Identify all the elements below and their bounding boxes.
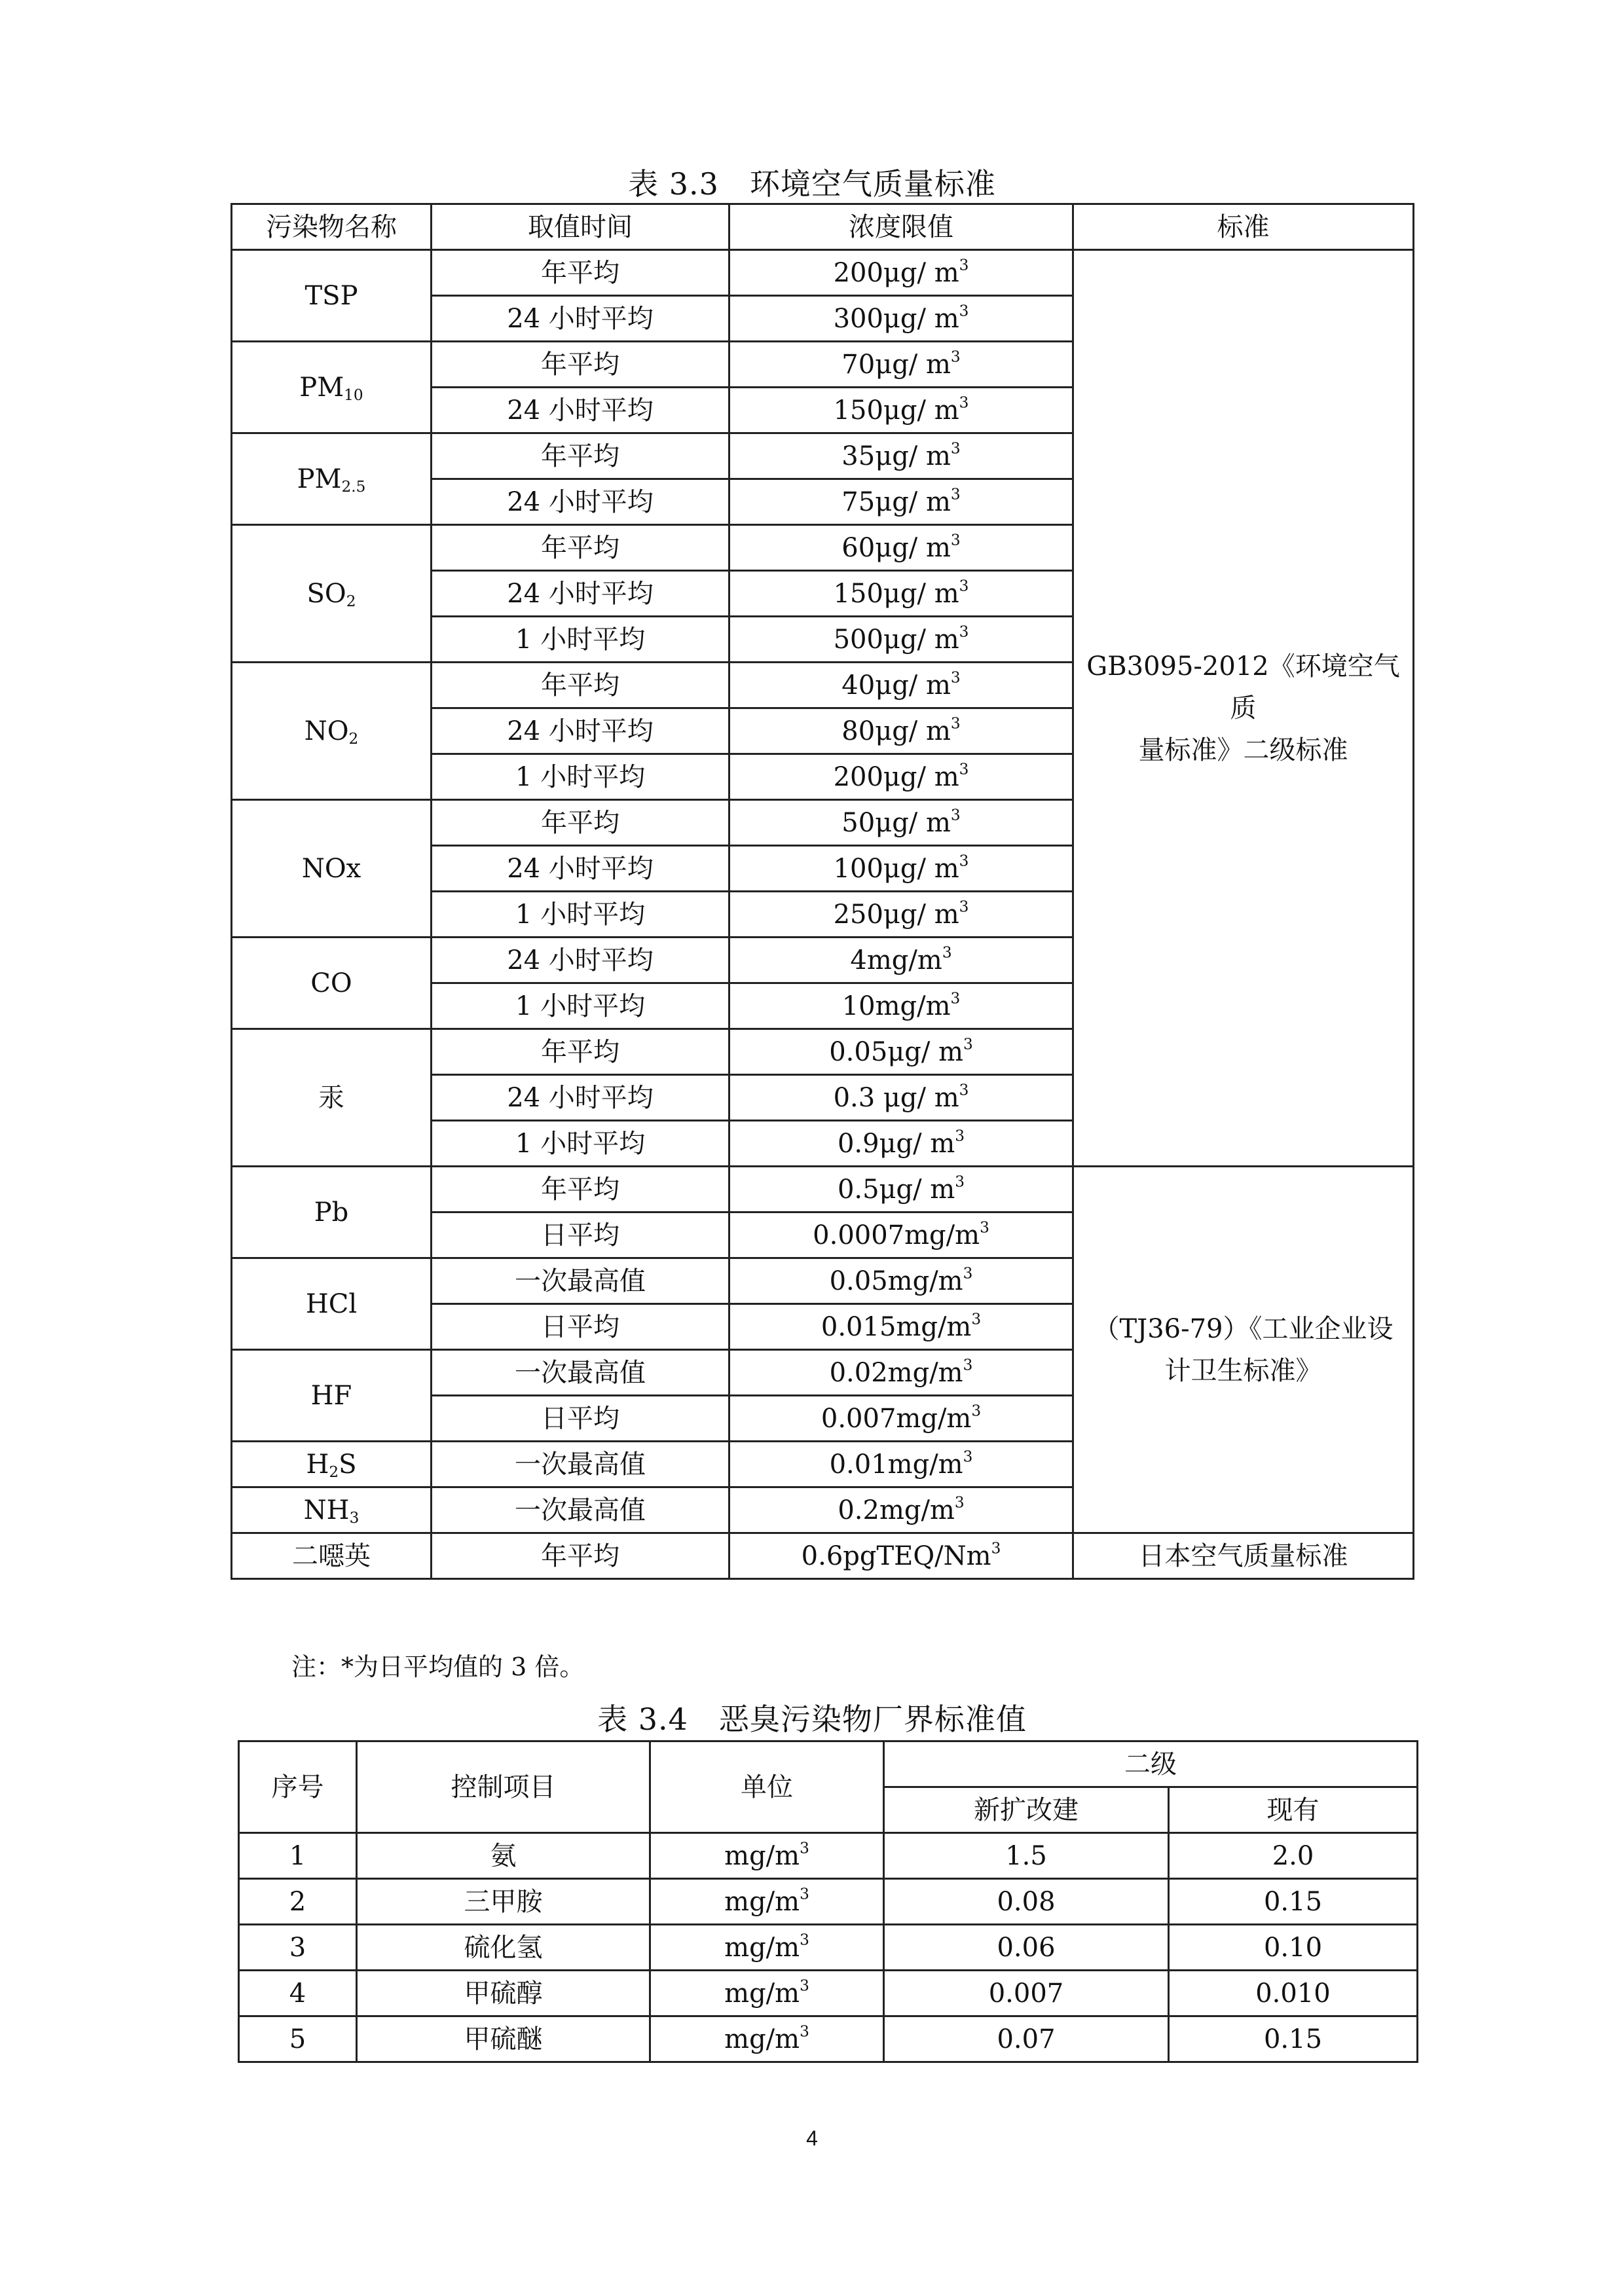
sampling-time: 年平均 xyxy=(432,1029,729,1075)
unit-exponent: 3 xyxy=(800,1931,809,1949)
control-item: 氨 xyxy=(357,1833,650,1879)
sampling-time: 1 小时平均 xyxy=(432,983,729,1029)
concentration-limit xyxy=(729,388,1073,433)
limit-value: 0.6pgTEQ/Nm xyxy=(801,1540,991,1571)
concentration-limit xyxy=(729,1487,1073,1533)
pollutant-label: HCl xyxy=(305,1288,358,1319)
concentration-limit xyxy=(729,708,1073,754)
concentration-limit xyxy=(729,1075,1073,1121)
unit-base: mg/m xyxy=(724,1886,800,1917)
limit-value: 250μg/ m xyxy=(833,899,959,930)
unit-exponent: 3 xyxy=(963,1264,973,1283)
unit-exponent: 3 xyxy=(955,1173,965,1191)
unit-exponent: 3 xyxy=(963,1035,973,1053)
pollutant-label: CO xyxy=(310,968,352,998)
unit-exponent: 3 xyxy=(963,1448,973,1466)
unit-exponent: 3 xyxy=(950,485,961,503)
header-cell: 单位 xyxy=(650,1741,884,1833)
concentration-limit xyxy=(729,754,1073,800)
sampling-time: 一次最高值 xyxy=(432,1350,729,1396)
control-item: 三甲胺 xyxy=(357,1879,650,1925)
sampling-time: 24 小时平均 xyxy=(432,296,729,342)
control-item: 硫化氢 xyxy=(357,1925,650,1971)
pollutant-name xyxy=(232,342,432,433)
concentration-limit xyxy=(729,800,1073,846)
pollutant-name xyxy=(232,525,432,663)
page-number: 4 xyxy=(806,2126,818,2150)
limit-value: 0.0007mg/m xyxy=(813,1220,980,1250)
pollutant-label: NH xyxy=(303,1495,350,1525)
pollutant-name xyxy=(232,1258,432,1350)
pollutant-name xyxy=(232,1533,432,1579)
new-expansion-value: 0.06 xyxy=(884,1925,1169,1971)
sampling-time: 1 小时平均 xyxy=(432,1121,729,1167)
header-cell: 二级 xyxy=(884,1741,1418,1787)
unit-exponent: 3 xyxy=(959,852,969,870)
sampling-time: 24 小时平均 xyxy=(432,846,729,892)
table-row xyxy=(239,2016,1418,2062)
standard-line: GB3095-2012《环境空气质 xyxy=(1086,651,1400,723)
table-3-3-caption: 表 3.3 环境空气质量标准 xyxy=(628,166,996,202)
pollutant-subscript: 2 xyxy=(346,592,356,610)
pollutant-label: NOx xyxy=(301,853,361,884)
concentration-limit xyxy=(729,571,1073,617)
concentration-limit xyxy=(729,525,1073,571)
header-cell: 新扩改建 xyxy=(884,1787,1169,1833)
standard-line: （TJ36-79）《工业企业设 xyxy=(1093,1313,1393,1344)
pollutant-label: SO xyxy=(306,578,346,609)
limit-value: 40μg/ m xyxy=(841,670,951,701)
sampling-time: 一次最高值 xyxy=(432,1258,729,1304)
unit-exponent: 3 xyxy=(955,1127,965,1145)
unit-cell xyxy=(650,1971,884,2016)
sampling-time: 1 小时平均 xyxy=(432,617,729,663)
row-number: 2 xyxy=(239,1879,357,1925)
pollutant-label: TSP xyxy=(304,280,358,311)
unit-cell xyxy=(650,1833,884,1879)
sampling-time: 24 小时平均 xyxy=(432,388,729,433)
pollutant-subscript: 10 xyxy=(344,386,363,404)
limit-value: 0.5μg/ m xyxy=(837,1174,955,1205)
pollutant-label: NO xyxy=(304,716,349,746)
limit-value: 0.02mg/m xyxy=(829,1357,963,1388)
existing-value: 0.15 xyxy=(1169,2016,1418,2062)
sampling-time: 年平均 xyxy=(432,525,729,571)
unit-exponent: 3 xyxy=(959,1081,969,1099)
header-cell: 序号 xyxy=(239,1741,357,1833)
unit-exponent: 3 xyxy=(950,806,961,824)
row-number: 5 xyxy=(239,2016,357,2062)
table-note: 注：*为日平均值的 3 倍。 xyxy=(291,1652,585,1681)
limit-value: 200μg/ m xyxy=(833,761,959,792)
concentration-limit xyxy=(729,250,1073,296)
limit-value: 60μg/ m xyxy=(841,532,951,563)
limit-value: 80μg/ m xyxy=(841,716,951,746)
unit-exponent: 3 xyxy=(959,256,969,274)
limit-value: 0.015mg/m xyxy=(821,1311,972,1342)
unit-exponent: 3 xyxy=(800,1885,809,1903)
sampling-time: 年平均 xyxy=(432,1167,729,1212)
sampling-time: 日平均 xyxy=(432,1304,729,1350)
sampling-time: 1 小时平均 xyxy=(432,754,729,800)
limit-value: 4mg/m xyxy=(850,945,942,975)
limit-value: 150μg/ m xyxy=(833,395,959,426)
standard-line: 量标准》二级标准 xyxy=(1138,735,1348,765)
pollutant-name xyxy=(232,1029,432,1167)
row-number: 3 xyxy=(239,1925,357,1971)
pollutant-label: 汞 xyxy=(318,1082,344,1113)
sampling-time: 24 小时平均 xyxy=(432,479,729,525)
table-row xyxy=(232,250,1414,296)
sampling-time: 24 小时平均 xyxy=(432,571,729,617)
table-row xyxy=(232,1533,1414,1579)
sampling-time: 一次最高值 xyxy=(432,1487,729,1533)
sampling-time: 年平均 xyxy=(432,433,729,479)
pollutant-name xyxy=(232,1442,432,1487)
unit-exponent: 3 xyxy=(950,668,961,687)
standard-reference xyxy=(1073,1167,1414,1533)
sampling-time: 24 小时平均 xyxy=(432,938,729,983)
unit-exponent: 3 xyxy=(959,577,969,595)
existing-value: 0.10 xyxy=(1169,1925,1418,1971)
sampling-time: 一次最高值 xyxy=(432,1442,729,1487)
standard-line: 计卫生标准》 xyxy=(1164,1355,1322,1386)
unit-base: mg/m xyxy=(724,2024,800,2054)
limit-value: 300μg/ m xyxy=(833,303,959,334)
sampling-time: 24 小时平均 xyxy=(432,708,729,754)
sampling-time: 年平均 xyxy=(432,663,729,708)
limit-value: 50μg/ m xyxy=(841,807,951,838)
unit-exponent: 3 xyxy=(971,1310,982,1328)
limit-value: 35μg/ m xyxy=(841,441,951,471)
unit-exponent: 3 xyxy=(950,989,961,1008)
sampling-time: 年平均 xyxy=(432,800,729,846)
limit-value: 500μg/ m xyxy=(833,624,959,655)
existing-value: 2.0 xyxy=(1169,1833,1418,1879)
limit-value: 0.3 μg/ m xyxy=(833,1082,959,1113)
concentration-limit xyxy=(729,1533,1073,1579)
header-cell: 控制项目 xyxy=(357,1741,650,1833)
unit-exponent: 3 xyxy=(963,1356,973,1374)
unit-cell xyxy=(650,1879,884,1925)
table-row xyxy=(239,1833,1418,1879)
concentration-limit xyxy=(729,342,1073,388)
unit-exponent: 3 xyxy=(959,302,969,320)
concentration-limit xyxy=(729,296,1073,342)
unit-cell xyxy=(650,2016,884,2062)
pollutant-subscript: 2.5 xyxy=(341,477,366,496)
limit-value: 10mg/m xyxy=(841,991,951,1021)
row-number: 4 xyxy=(239,1971,357,2016)
concentration-limit xyxy=(729,617,1073,663)
concentration-limit xyxy=(729,663,1073,708)
limit-value: 0.9μg/ m xyxy=(837,1128,955,1159)
pollutant-label: H xyxy=(306,1449,329,1480)
limit-value: 75μg/ m xyxy=(841,486,951,517)
pollutant-label: HF xyxy=(310,1380,352,1411)
pollutant-name xyxy=(232,800,432,938)
pollutant-subscript: 2 xyxy=(329,1463,339,1481)
unit-exponent: 3 xyxy=(950,531,961,549)
pollutant-name xyxy=(232,663,432,800)
concentration-limit xyxy=(729,1304,1073,1350)
control-item: 甲硫醚 xyxy=(357,2016,650,2062)
limit-value: 0.2mg/m xyxy=(838,1495,955,1525)
pollutant-name xyxy=(232,938,432,1029)
table-header-row xyxy=(232,204,1414,250)
unit-exponent: 3 xyxy=(959,760,969,778)
unit-exponent: 3 xyxy=(959,393,969,412)
existing-value: 0.010 xyxy=(1169,1971,1418,2016)
new-expansion-value: 0.08 xyxy=(884,1879,1169,1925)
header-cell: 污染物名称 xyxy=(232,204,432,250)
table-row xyxy=(239,1879,1418,1925)
pollutant-label: PM xyxy=(299,372,344,403)
table-row xyxy=(239,1971,1418,2016)
sampling-time: 24 小时平均 xyxy=(432,1075,729,1121)
pollutant-suffix: S xyxy=(339,1449,357,1480)
concentration-limit xyxy=(729,433,1073,479)
limit-value: 0.01mg/m xyxy=(829,1449,963,1480)
table-3-4-caption: 表 3.4 恶臭污染物厂界标准值 xyxy=(597,1702,1027,1737)
header-cell: 浓度限值 xyxy=(729,204,1073,250)
table-header-row xyxy=(239,1741,1418,1787)
unit-exponent: 3 xyxy=(950,714,961,733)
control-item: 甲硫醇 xyxy=(357,1971,650,2016)
unit-base: mg/m xyxy=(724,1840,800,1871)
unit-exponent: 3 xyxy=(959,898,969,916)
air-quality-standard-table xyxy=(231,203,1414,1580)
new-expansion-value: 1.5 xyxy=(884,1833,1169,1879)
unit-exponent: 3 xyxy=(950,348,961,366)
limit-value: 100μg/ m xyxy=(833,853,959,884)
odor-pollutant-boundary-table xyxy=(238,1740,1418,2063)
limit-value: 150μg/ m xyxy=(833,578,959,609)
existing-value: 0.15 xyxy=(1169,1879,1418,1925)
new-expansion-value: 0.07 xyxy=(884,2016,1169,2062)
concentration-limit xyxy=(729,1442,1073,1487)
sampling-time: 年平均 xyxy=(432,250,729,296)
unit-exponent: 3 xyxy=(950,439,961,458)
pollutant-subscript: 3 xyxy=(349,1508,360,1527)
concentration-limit xyxy=(729,1258,1073,1304)
pollutant-name xyxy=(232,433,432,525)
limit-value: 0.05mg/m xyxy=(829,1266,963,1296)
table-row xyxy=(239,1925,1418,1971)
unit-exponent: 3 xyxy=(954,1493,965,1512)
concentration-limit xyxy=(729,1350,1073,1396)
concentration-limit xyxy=(729,892,1073,938)
unit-exponent: 3 xyxy=(800,1977,809,1995)
unit-cell xyxy=(650,1925,884,1971)
concentration-limit xyxy=(729,1167,1073,1212)
concentration-limit xyxy=(729,938,1073,983)
concentration-limit xyxy=(729,479,1073,525)
row-number: 1 xyxy=(239,1833,357,1879)
sampling-time: 年平均 xyxy=(432,1533,729,1579)
header-cell: 标准 xyxy=(1073,204,1414,250)
limit-value: 0.007mg/m xyxy=(821,1403,972,1434)
pollutant-name xyxy=(232,1487,432,1533)
concentration-limit xyxy=(729,983,1073,1029)
standard-reference xyxy=(1073,1533,1414,1579)
pollutant-label: 二噁英 xyxy=(292,1540,371,1571)
sampling-time: 日平均 xyxy=(432,1212,729,1258)
unit-exponent: 3 xyxy=(942,943,952,962)
pollutant-name xyxy=(232,1167,432,1258)
concentration-limit xyxy=(729,1212,1073,1258)
unit-exponent: 3 xyxy=(980,1218,989,1237)
sampling-time: 日平均 xyxy=(432,1396,729,1442)
pollutant-label: Pb xyxy=(314,1197,349,1228)
unit-base: mg/m xyxy=(724,1932,800,1963)
unit-exponent: 3 xyxy=(991,1539,1001,1558)
header-cell: 现有 xyxy=(1169,1787,1418,1833)
limit-value: 70μg/ m xyxy=(841,349,951,380)
new-expansion-value: 0.007 xyxy=(884,1971,1169,2016)
table-row xyxy=(232,1167,1414,1212)
pollutant-label: PM xyxy=(297,464,342,494)
pollutant-name xyxy=(232,250,432,342)
sampling-time: 年平均 xyxy=(432,342,729,388)
limit-value: 0.05μg/ m xyxy=(829,1036,964,1067)
standard-reference xyxy=(1073,250,1414,1167)
concentration-limit xyxy=(729,1121,1073,1167)
header-cell: 取值时间 xyxy=(432,204,729,250)
pollutant-name xyxy=(232,1350,432,1442)
unit-exponent: 3 xyxy=(971,1402,982,1420)
unit-base: mg/m xyxy=(724,1978,800,2009)
limit-value: 200μg/ m xyxy=(833,257,959,288)
pollutant-subscript: 2 xyxy=(348,729,359,748)
unit-exponent: 3 xyxy=(959,623,969,641)
sampling-time: 1 小时平均 xyxy=(432,892,729,938)
standard-line: 日本空气质量标准 xyxy=(1138,1540,1348,1571)
concentration-limit xyxy=(729,846,1073,892)
unit-exponent: 3 xyxy=(800,2022,809,2041)
concentration-limit xyxy=(729,1029,1073,1075)
unit-exponent: 3 xyxy=(800,1839,809,1857)
concentration-limit xyxy=(729,1396,1073,1442)
